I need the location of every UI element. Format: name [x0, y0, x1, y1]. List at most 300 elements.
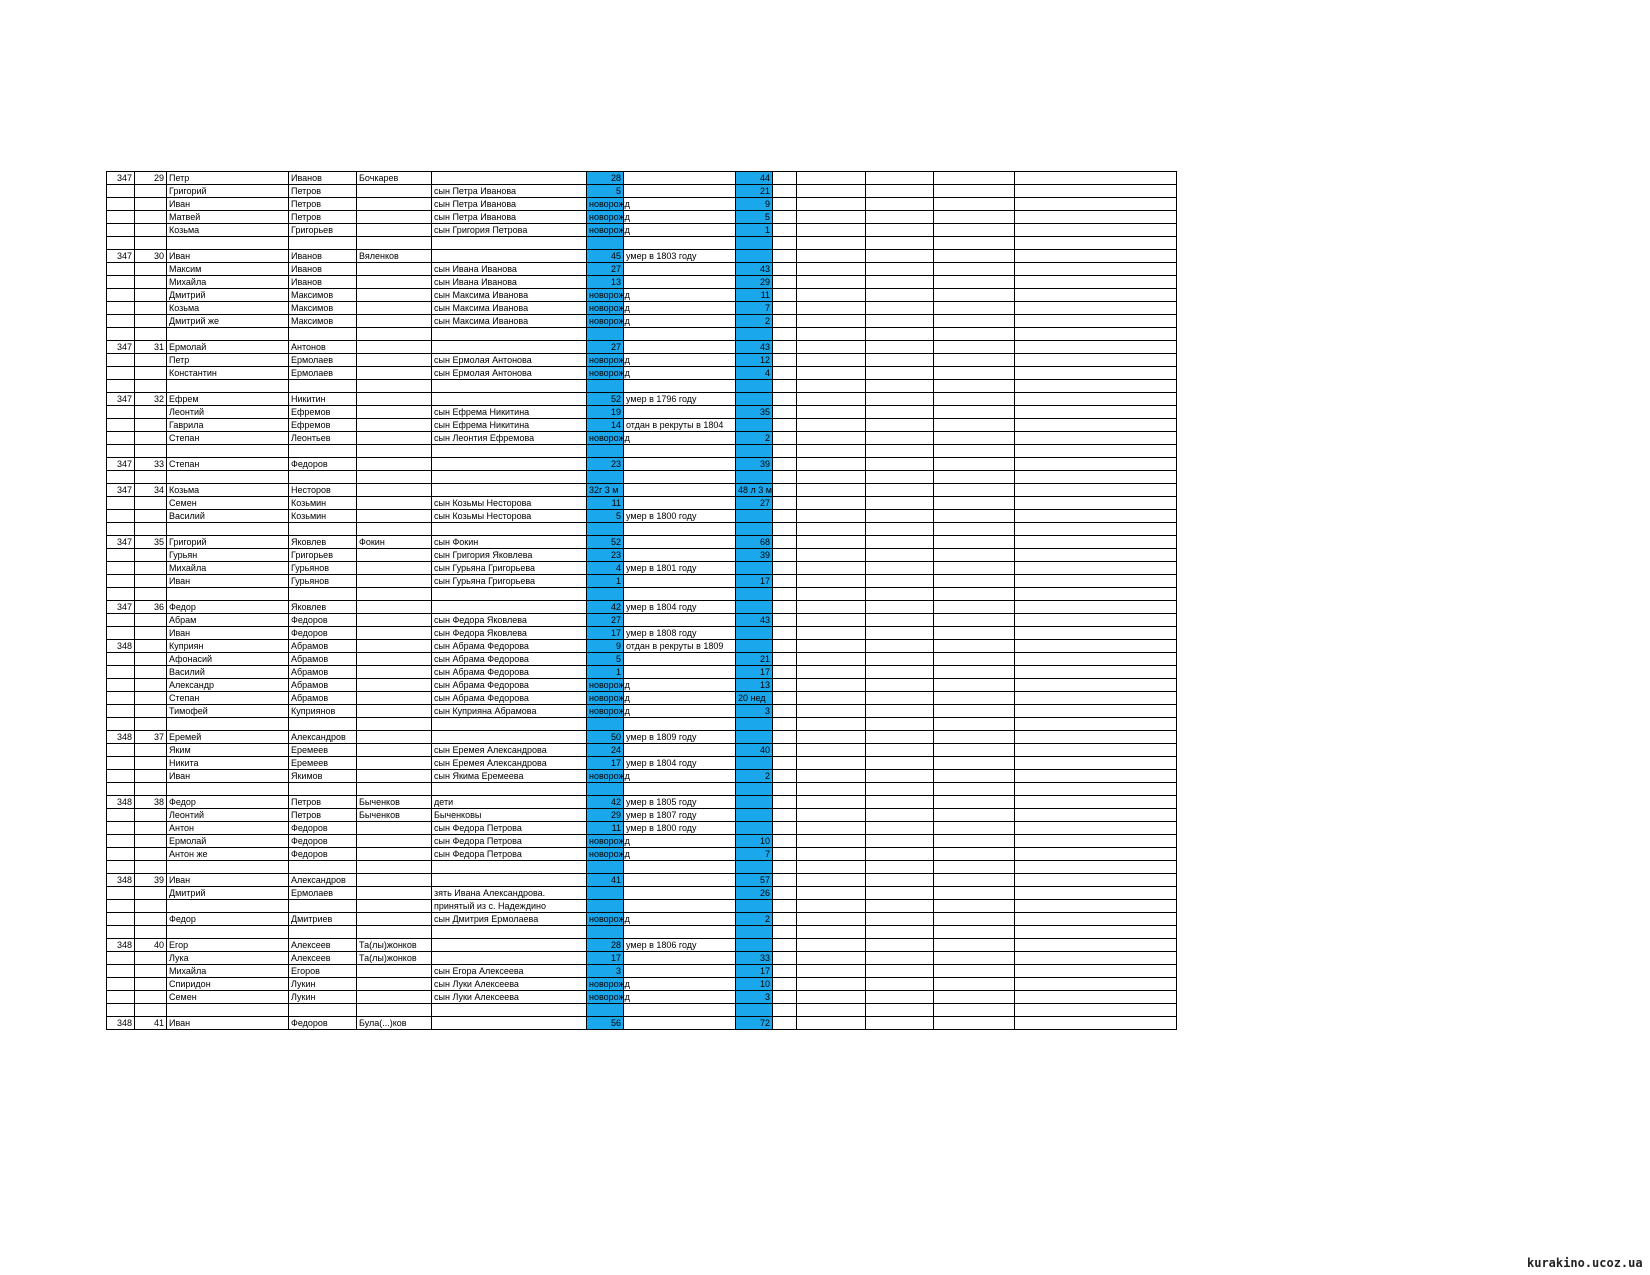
cell-patronymic: Алексеев — [289, 939, 357, 952]
cell-empty-4 — [934, 757, 1015, 770]
cell-empty-5 — [1015, 172, 1177, 185]
table-row — [107, 393, 1177, 406]
cell-surname — [357, 744, 432, 757]
cell-note — [624, 679, 736, 692]
cell-empty-4 — [934, 809, 1015, 822]
cell-empty-2 — [797, 1004, 866, 1017]
table-row — [107, 835, 1177, 848]
cell-note — [624, 224, 736, 237]
cell-age-2 — [736, 692, 773, 705]
table-row — [107, 640, 1177, 653]
cell-empty-5 — [1015, 458, 1177, 471]
cell-age-2 — [736, 393, 773, 406]
table-row — [107, 679, 1177, 692]
cell-age-1: 17 — [587, 952, 624, 965]
cell-empty-5 — [1015, 406, 1177, 419]
cell-empty-2 — [797, 692, 866, 705]
cell-text: отдан в рекруты в 1809 — [626, 641, 724, 651]
cell-relation — [432, 588, 587, 601]
cell-age-2: 17 — [736, 965, 773, 978]
cell-household-no — [135, 848, 167, 861]
table-row — [107, 952, 1177, 965]
cell-empty-4 — [934, 887, 1015, 900]
cell-age-2 — [736, 731, 773, 744]
cell-age-2 — [736, 510, 773, 523]
cell-empty-4 — [934, 666, 1015, 679]
cell-note — [624, 367, 736, 380]
cell-surname — [357, 263, 432, 276]
cell-relation — [432, 341, 587, 354]
cell-page-no — [107, 562, 135, 575]
cell-patronymic: Иванов — [289, 276, 357, 289]
cell-empty-3 — [866, 315, 934, 328]
cell-text: новорожд — [589, 680, 630, 690]
cell-empty-5 — [1015, 900, 1177, 913]
cell-household-no — [135, 640, 167, 653]
cell-text: новорожд — [589, 836, 630, 846]
cell-empty-3 — [866, 770, 934, 783]
cell-empty-4 — [934, 588, 1015, 601]
cell-note — [624, 328, 736, 341]
cell-age-1: 28 — [587, 939, 624, 952]
cell-page-no — [107, 705, 135, 718]
cell-empty-5 — [1015, 484, 1177, 497]
cell-household-no — [135, 1004, 167, 1017]
cell-age-2: 1 — [736, 224, 773, 237]
cell-age-2 — [736, 250, 773, 263]
cell-patronymic: Федоров — [289, 614, 357, 627]
cell-age-1 — [587, 887, 624, 900]
cell-empty-1 — [773, 796, 797, 809]
cell-empty-2 — [797, 393, 866, 406]
cell-relation: сын Максима Иванова — [432, 302, 587, 315]
cell-empty-3 — [866, 510, 934, 523]
cell-patronymic: Алексеев — [289, 952, 357, 965]
cell-patronymic: Козьмин — [289, 497, 357, 510]
cell-note — [624, 913, 736, 926]
cell-empty-3 — [866, 952, 934, 965]
cell-text: умер в 1803 году — [626, 251, 697, 261]
cell-age-1: 17 — [587, 757, 624, 770]
cell-empty-5 — [1015, 198, 1177, 211]
cell-empty-4 — [934, 328, 1015, 341]
cell-surname — [357, 640, 432, 653]
watermark-text: kurakino.ucoz.ua — [1527, 1256, 1643, 1270]
cell-empty-1 — [773, 367, 797, 380]
cell-patronymic: Иванов — [289, 172, 357, 185]
cell-surname — [357, 445, 432, 458]
cell-empty-2 — [797, 237, 866, 250]
cell-empty-3 — [866, 627, 934, 640]
cell-empty-1 — [773, 731, 797, 744]
cell-household-no: 38 — [135, 796, 167, 809]
cell-empty-4 — [934, 198, 1015, 211]
cell-relation: сын Якима Еремеева — [432, 770, 587, 783]
cell-text: умер в 1801 году — [626, 563, 697, 573]
cell-age-1 — [587, 432, 630, 445]
cell-note — [624, 731, 736, 744]
cell-text: новорожд — [589, 368, 630, 378]
cell-empty-2 — [797, 731, 866, 744]
cell-empty-3 — [866, 900, 934, 913]
cell-page-no — [107, 887, 135, 900]
cell-empty-2 — [797, 718, 866, 731]
cell-empty-5 — [1015, 289, 1177, 302]
cell-surname — [357, 978, 432, 991]
cell-empty-2 — [797, 744, 866, 757]
cell-surname — [357, 302, 432, 315]
cell-page-no — [107, 354, 135, 367]
cell-first-name: Гурьян — [167, 549, 289, 562]
cell-household-no — [135, 523, 167, 536]
cell-note — [624, 900, 736, 913]
cell-household-no — [135, 770, 167, 783]
cell-relation: сын Еремея Александрова — [432, 744, 587, 757]
cell-note — [624, 653, 736, 666]
cell-empty-1 — [773, 549, 797, 562]
cell-empty-2 — [797, 1017, 866, 1030]
cell-empty-5 — [1015, 874, 1177, 887]
cell-first-name: Дмитрий — [167, 887, 289, 900]
cell-empty-3 — [866, 198, 934, 211]
table-row — [107, 575, 1177, 588]
cell-empty-2 — [797, 458, 866, 471]
cell-empty-3 — [866, 237, 934, 250]
cell-surname — [357, 471, 432, 484]
cell-patronymic: Федоров — [289, 848, 357, 861]
cell-patronymic: Якимов — [289, 770, 357, 783]
cell-empty-4 — [934, 458, 1015, 471]
table-row — [107, 757, 1177, 770]
cell-empty-2 — [797, 328, 866, 341]
cell-surname — [357, 913, 432, 926]
cell-empty-2 — [797, 354, 866, 367]
cell-empty-3 — [866, 783, 934, 796]
cell-note — [624, 783, 736, 796]
cell-empty-1 — [773, 900, 797, 913]
table-row — [107, 705, 1177, 718]
cell-household-no — [135, 406, 167, 419]
cell-age-1: 23 — [587, 458, 624, 471]
cell-first-name: Максим — [167, 263, 289, 276]
table-row — [107, 458, 1177, 471]
cell-surname — [357, 367, 432, 380]
cell-empty-5 — [1015, 770, 1177, 783]
cell-surname: Та(лы)жонков — [357, 952, 432, 965]
cell-empty-2 — [797, 380, 866, 393]
cell-empty-4 — [934, 848, 1015, 861]
cell-household-no: 37 — [135, 731, 167, 744]
cell-age-1 — [587, 770, 630, 783]
table-row — [107, 562, 1177, 575]
cell-relation: сын Ермолая Антонова — [432, 354, 587, 367]
cell-note — [624, 978, 736, 991]
cell-empty-3 — [866, 367, 934, 380]
cell-surname: Фокин — [357, 536, 432, 549]
cell-first-name: Василий — [167, 510, 289, 523]
cell-empty-2 — [797, 302, 866, 315]
cell-empty-5 — [1015, 926, 1177, 939]
cell-empty-3 — [866, 965, 934, 978]
cell-patronymic — [289, 900, 357, 913]
cell-empty-4 — [934, 549, 1015, 562]
cell-page-no — [107, 380, 135, 393]
cell-patronymic: Григорьев — [289, 224, 357, 237]
cell-text: умер в 1800 году — [626, 511, 697, 521]
table-row — [107, 549, 1177, 562]
cell-relation: сын Петра Иванова — [432, 198, 587, 211]
cell-empty-2 — [797, 276, 866, 289]
cell-patronymic: Ермолаев — [289, 354, 357, 367]
cell-household-no — [135, 211, 167, 224]
cell-relation: сын Абрама Федорова — [432, 692, 587, 705]
cell-note — [624, 757, 736, 770]
cell-note — [624, 588, 736, 601]
cell-empty-3 — [866, 484, 934, 497]
cell-surname — [357, 692, 432, 705]
cell-patronymic: Абрамов — [289, 692, 357, 705]
table-row — [107, 848, 1177, 861]
cell-note — [624, 744, 736, 757]
cell-empty-4 — [934, 406, 1015, 419]
cell-empty-5 — [1015, 341, 1177, 354]
cell-household-no: 31 — [135, 341, 167, 354]
cell-first-name — [167, 471, 289, 484]
cell-empty-4 — [934, 523, 1015, 536]
cell-first-name: Тимофей — [167, 705, 289, 718]
cell-page-no — [107, 666, 135, 679]
cell-surname — [357, 393, 432, 406]
cell-empty-5 — [1015, 939, 1177, 952]
cell-patronymic — [289, 380, 357, 393]
cell-age-1 — [587, 523, 624, 536]
cell-relation — [432, 523, 587, 536]
cell-empty-5 — [1015, 861, 1177, 874]
cell-first-name: Александр — [167, 679, 289, 692]
cell-empty-3 — [866, 588, 934, 601]
cell-empty-2 — [797, 835, 866, 848]
cell-note — [624, 718, 736, 731]
cell-first-name: Дмитрий — [167, 289, 289, 302]
cell-relation: сын Григория Петрова — [432, 224, 587, 237]
cell-household-no: 29 — [135, 172, 167, 185]
cell-page-no: 348 — [107, 796, 135, 809]
cell-empty-1 — [773, 562, 797, 575]
cell-empty-3 — [866, 341, 934, 354]
cell-page-no — [107, 965, 135, 978]
cell-empty-1 — [773, 523, 797, 536]
cell-age-2: 43 — [736, 614, 773, 627]
cell-empty-1 — [773, 692, 797, 705]
cell-empty-2 — [797, 484, 866, 497]
cell-surname — [357, 627, 432, 640]
cell-surname — [357, 562, 432, 575]
cell-surname: Вяленков — [357, 250, 432, 263]
cell-empty-2 — [797, 614, 866, 627]
cell-household-no — [135, 744, 167, 757]
cell-household-no — [135, 198, 167, 211]
cell-relation — [432, 328, 587, 341]
cell-first-name — [167, 588, 289, 601]
cell-first-name — [167, 900, 289, 913]
cell-note — [624, 432, 736, 445]
cell-relation — [432, 458, 587, 471]
cell-household-no — [135, 380, 167, 393]
cell-surname — [357, 549, 432, 562]
cell-household-no — [135, 900, 167, 913]
cell-household-no — [135, 809, 167, 822]
cell-relation: сын Ефрема Никитина — [432, 419, 587, 432]
cell-patronymic: Ермолаев — [289, 887, 357, 900]
cell-empty-1 — [773, 978, 797, 991]
cell-empty-3 — [866, 614, 934, 627]
cell-relation — [432, 471, 587, 484]
cell-first-name: Спиридон — [167, 978, 289, 991]
cell-surname — [357, 848, 432, 861]
cell-age-1 — [587, 783, 624, 796]
cell-household-no — [135, 328, 167, 341]
cell-empty-1 — [773, 198, 797, 211]
cell-empty-3 — [866, 575, 934, 588]
cell-relation — [432, 874, 587, 887]
cell-note — [624, 874, 736, 887]
cell-page-no — [107, 198, 135, 211]
cell-age-1: 24 — [587, 744, 624, 757]
cell-patronymic — [289, 588, 357, 601]
cell-age-2 — [736, 939, 773, 952]
cell-empty-2 — [797, 445, 866, 458]
cell-empty-3 — [866, 744, 934, 757]
cell-empty-3 — [866, 289, 934, 302]
cell-page-no — [107, 328, 135, 341]
cell-patronymic: Петров — [289, 211, 357, 224]
cell-empty-3 — [866, 913, 934, 926]
cell-first-name: Василий — [167, 666, 289, 679]
cell-age-1: 29 — [587, 809, 624, 822]
cell-surname — [357, 406, 432, 419]
cell-empty-5 — [1015, 367, 1177, 380]
cell-household-no: 30 — [135, 250, 167, 263]
cell-empty-5 — [1015, 744, 1177, 757]
cell-page-no — [107, 1004, 135, 1017]
table-row — [107, 263, 1177, 276]
cell-patronymic — [289, 926, 357, 939]
cell-empty-3 — [866, 679, 934, 692]
cell-age-1: 19 — [587, 406, 624, 419]
cell-empty-3 — [866, 848, 934, 861]
cell-text: новорожд — [589, 303, 630, 313]
cell-household-no: 39 — [135, 874, 167, 887]
cell-first-name: Дмитрий же — [167, 315, 289, 328]
cell-empty-4 — [934, 861, 1015, 874]
table-row — [107, 497, 1177, 510]
cell-patronymic: Козьмин — [289, 510, 357, 523]
cell-note — [624, 406, 736, 419]
cell-relation: сын Федора Петрова — [432, 848, 587, 861]
cell-empty-4 — [934, 367, 1015, 380]
cell-page-no — [107, 783, 135, 796]
table-row — [107, 731, 1177, 744]
cell-empty-5 — [1015, 263, 1177, 276]
cell-empty-5 — [1015, 731, 1177, 744]
cell-household-no — [135, 549, 167, 562]
cell-page-no: 347 — [107, 172, 135, 185]
cell-empty-1 — [773, 276, 797, 289]
cell-surname: Быченков — [357, 796, 432, 809]
cell-age-1 — [587, 913, 630, 926]
cell-empty-2 — [797, 341, 866, 354]
cell-empty-2 — [797, 796, 866, 809]
table-row — [107, 237, 1177, 250]
cell-patronymic: Несторов — [289, 484, 357, 497]
cell-household-no: 33 — [135, 458, 167, 471]
cell-empty-1 — [773, 250, 797, 263]
cell-patronymic — [289, 328, 357, 341]
table-row — [107, 1004, 1177, 1017]
cell-empty-3 — [866, 432, 934, 445]
cell-note — [624, 211, 736, 224]
cell-text: умер в 1809 году — [626, 732, 697, 742]
cell-age-2: 29 — [736, 276, 773, 289]
cell-empty-1 — [773, 406, 797, 419]
cell-age-1 — [587, 848, 630, 861]
cell-age-1 — [587, 835, 630, 848]
cell-relation: сын Абрама Федорова — [432, 653, 587, 666]
table-row — [107, 887, 1177, 900]
cell-empty-2 — [797, 172, 866, 185]
cell-empty-3 — [866, 1004, 934, 1017]
cell-age-1: 3 — [587, 965, 624, 978]
cell-household-no — [135, 757, 167, 770]
cell-empty-4 — [934, 965, 1015, 978]
table-row — [107, 965, 1177, 978]
cell-empty-1 — [773, 939, 797, 952]
cell-text: умер в 1800 году — [626, 823, 697, 833]
cell-patronymic: Петров — [289, 809, 357, 822]
cell-first-name: Иван — [167, 575, 289, 588]
cell-empty-1 — [773, 588, 797, 601]
cell-first-name: Леонтий — [167, 809, 289, 822]
cell-empty-5 — [1015, 523, 1177, 536]
cell-age-1 — [587, 718, 624, 731]
cell-first-name: Леонтий — [167, 406, 289, 419]
table-row — [107, 692, 1177, 705]
cell-age-2 — [736, 718, 773, 731]
cell-page-no: 347 — [107, 484, 135, 497]
cell-empty-3 — [866, 536, 934, 549]
cell-age-2 — [736, 1004, 773, 1017]
cell-age-2: 3 — [736, 705, 773, 718]
cell-page-no — [107, 185, 135, 198]
cell-empty-5 — [1015, 302, 1177, 315]
cell-household-no — [135, 653, 167, 666]
cell-page-no — [107, 861, 135, 874]
cell-empty-4 — [934, 380, 1015, 393]
cell-text: новорожд — [589, 433, 630, 443]
cell-household-no — [135, 471, 167, 484]
cell-empty-2 — [797, 510, 866, 523]
cell-empty-3 — [866, 276, 934, 289]
cell-surname — [357, 900, 432, 913]
cell-household-no — [135, 185, 167, 198]
cell-surname — [357, 198, 432, 211]
cell-empty-4 — [934, 640, 1015, 653]
cell-note — [624, 276, 736, 289]
cell-empty-4 — [934, 185, 1015, 198]
cell-age-1 — [587, 471, 624, 484]
cell-page-no — [107, 302, 135, 315]
cell-page-no — [107, 692, 135, 705]
